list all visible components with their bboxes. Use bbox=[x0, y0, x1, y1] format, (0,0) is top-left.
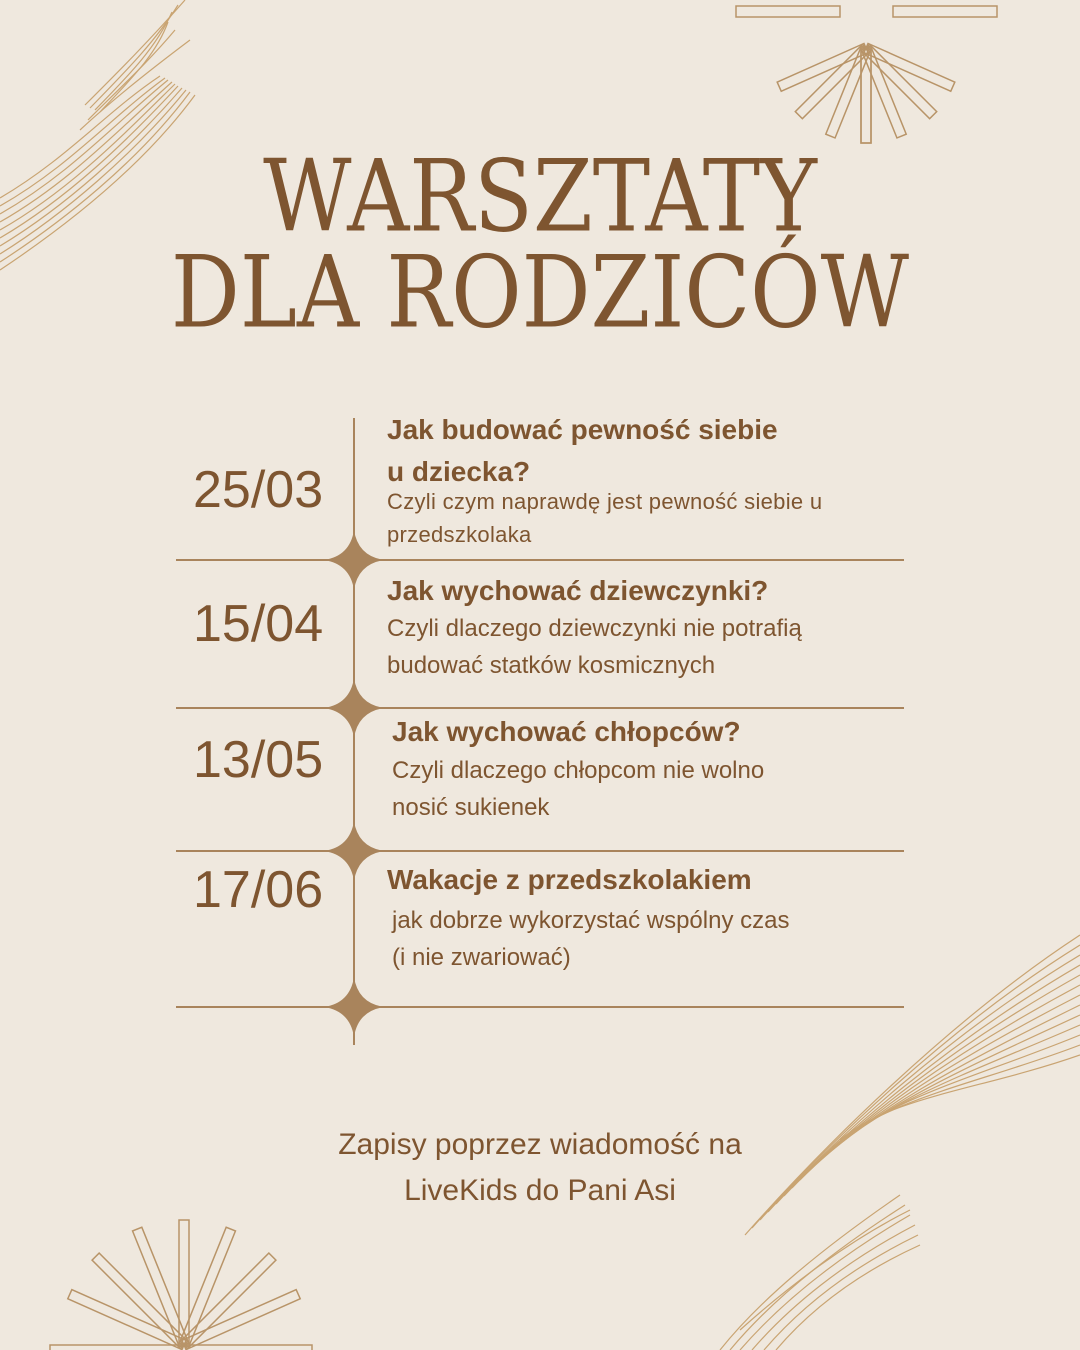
event-date: 25/03 bbox=[193, 461, 324, 519]
timeline-divider bbox=[176, 1006, 904, 1008]
event-title-line: Jak wychować chłopców? bbox=[392, 716, 741, 747]
event-subtitle-line: budować statków kosmicznych bbox=[387, 652, 716, 679]
sunburst-icon bbox=[736, 6, 997, 143]
signup-info-line: Zapisy poprzez wiadomość na bbox=[338, 1128, 742, 1161]
event-subtitle-line: Czyli dlaczego dziewczynki nie potrafią bbox=[387, 615, 802, 642]
sunburst-icon bbox=[50, 1220, 312, 1350]
timeline-vertical-line bbox=[353, 418, 355, 1045]
event-subtitle-line: Czyli dlaczego chłopcom nie wolno bbox=[392, 757, 765, 784]
event-title-line: u dziecka? bbox=[387, 456, 531, 487]
event-title-line: Wakacje z przedszkolakiem bbox=[387, 864, 752, 895]
event-title-line: Jak wychować dziewczynki? bbox=[387, 575, 769, 606]
page-title-line-2: DLA RODZICÓW bbox=[170, 235, 910, 351]
timeline-divider bbox=[176, 559, 904, 561]
event-date: 15/04 bbox=[193, 595, 324, 653]
event-subtitle-line: jak dobrze wykorzystać wspólny czas bbox=[392, 907, 790, 934]
event-subtitle-line: Czyli czym naprawdę jest pewność siebie u bbox=[387, 489, 823, 514]
page-title-line-1: WARSZTATY bbox=[263, 139, 817, 255]
signup-info-line: LiveKids do Pani Asi bbox=[404, 1174, 676, 1207]
event-title-line: Jak budować pewność siebie bbox=[387, 414, 778, 445]
signup-info bbox=[0, 1122, 1080, 1214]
timeline-divider bbox=[176, 707, 904, 709]
event-subtitle-line: przedszkolaka bbox=[387, 522, 532, 547]
event-subtitle-line: (i nie zwariować) bbox=[392, 944, 571, 971]
timeline-divider bbox=[176, 850, 904, 852]
event-date: 17/06 bbox=[193, 861, 324, 919]
event-subtitle-line: nosić sukienek bbox=[392, 794, 550, 821]
event-date: 13/05 bbox=[193, 731, 324, 789]
